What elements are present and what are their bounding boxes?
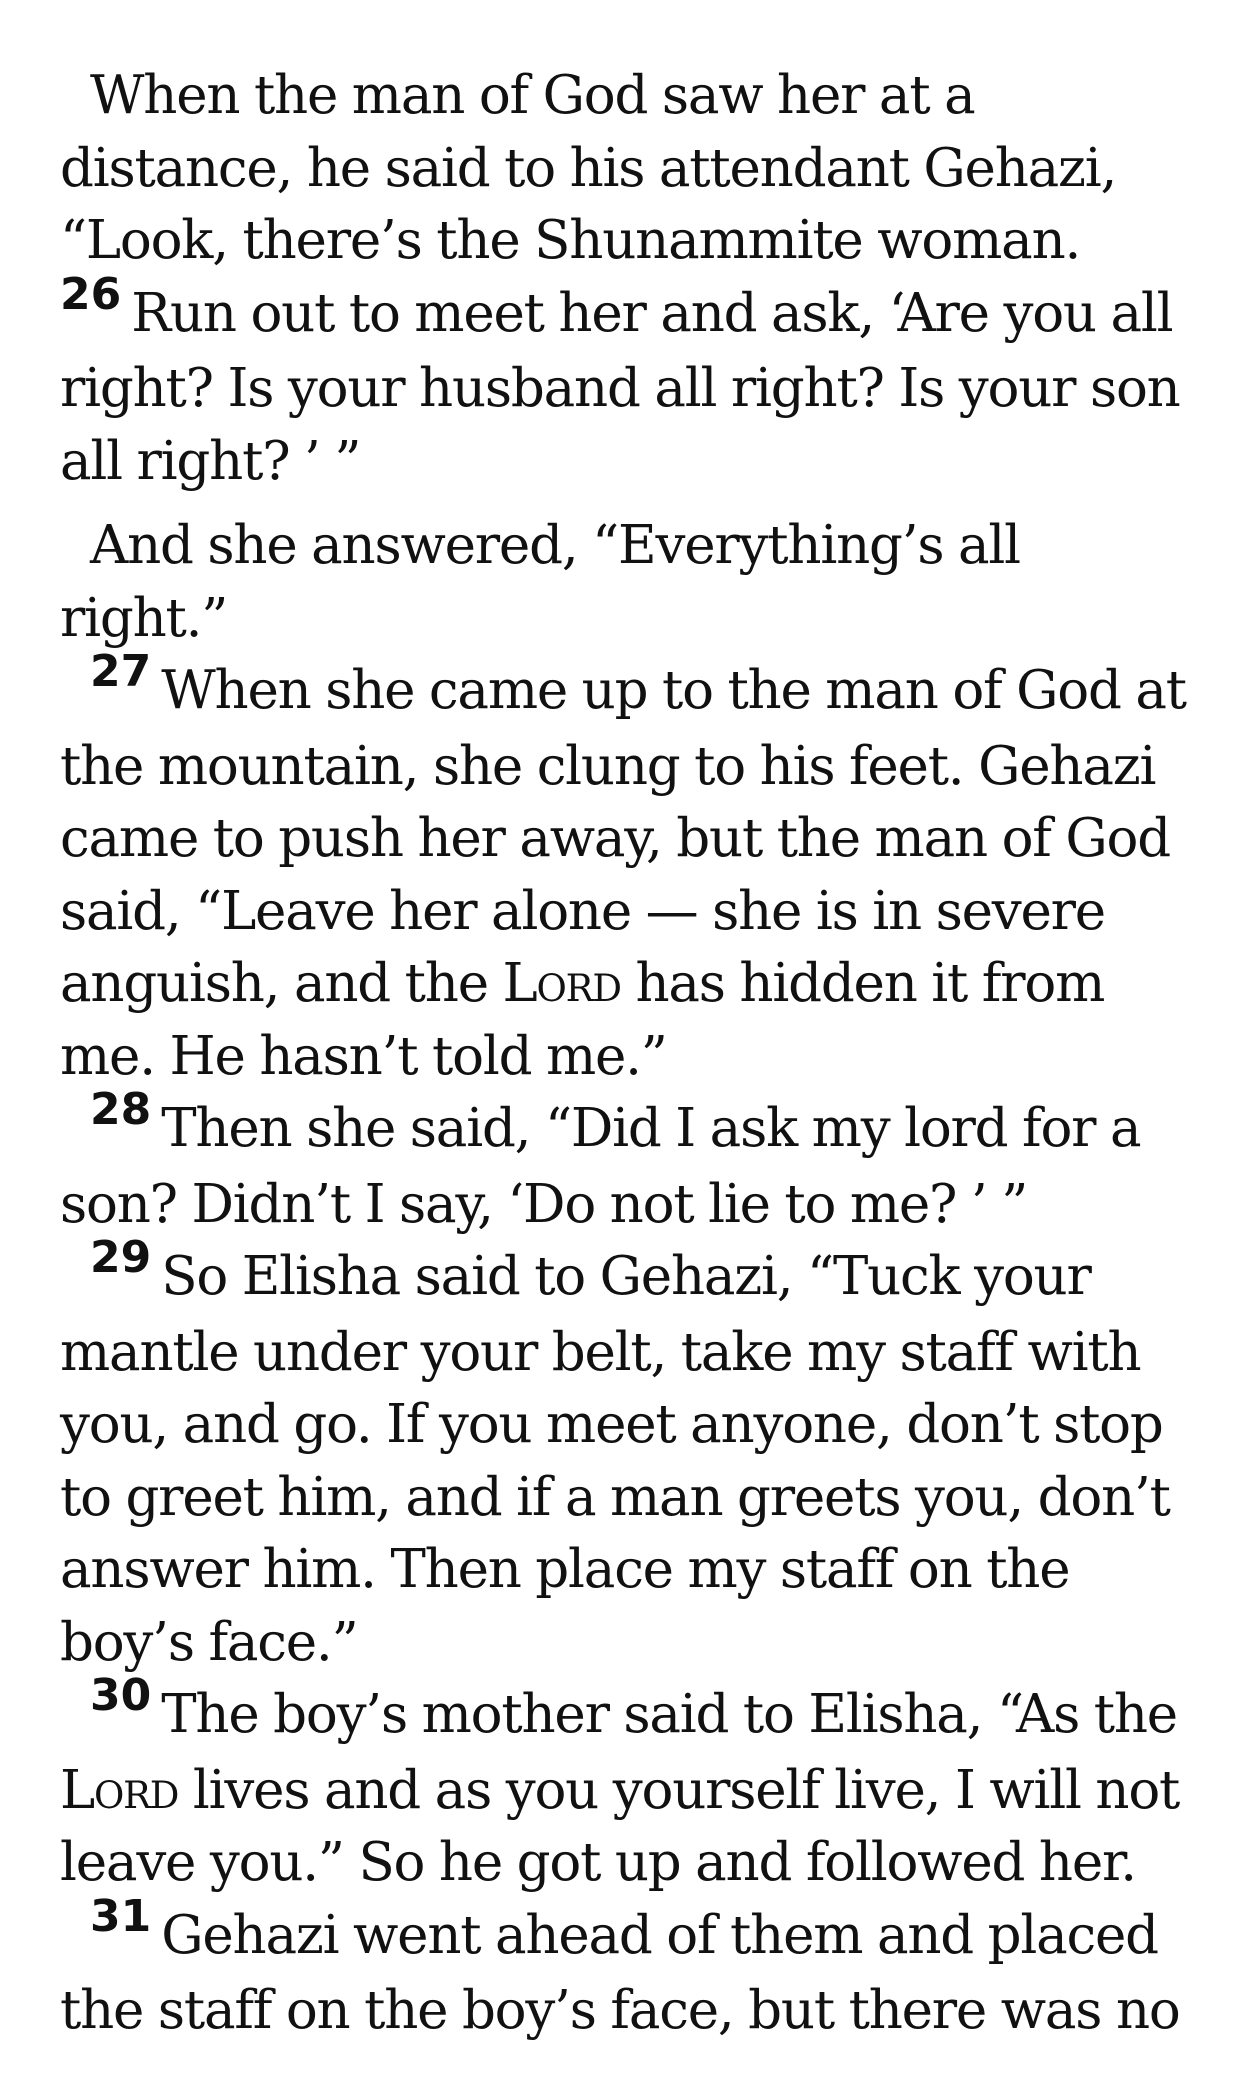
verse-number: 26 xyxy=(60,268,122,320)
verse-number: 30 xyxy=(90,1670,152,1721)
reading-page xyxy=(60,60,1200,2048)
verse-text: When the man of God saw her at a distance, he said to his attendant Gehazi, “Look, there’s the Shunammite woman. xyxy=(60,65,1117,271)
verse-text: So Elisha said to Gehazi, “Tuck your mantle under your belt, take my staff with you, and go. If you meet anyone, don’t stop to greet him, and if a man greets you, don’t answer him. Then place my staff on the boy’s face.” xyxy=(60,1246,1170,1673)
verse-text: lives and as you yourself live, I will not leave you.” So he got up and followed her. xyxy=(60,1759,1180,1893)
divine-name: Lord xyxy=(502,953,621,1014)
verse-28 xyxy=(60,1084,1200,1241)
verse-text: And she answered, “Everything’s all right.” xyxy=(60,515,1020,649)
divine-name: Lord xyxy=(60,1759,179,1821)
paragraph xyxy=(60,510,1200,655)
verse-text: has hidden it from me. He hasn’t told me.” xyxy=(60,953,1105,1087)
verse-text: Run out to meet her and ask, ‘Are you all right? Is your husband all right? Is your son all right? ’ ” xyxy=(60,282,1180,492)
verse-number: 28 xyxy=(90,1084,152,1135)
verse-number: 29 xyxy=(90,1232,152,1283)
verse-text: Gehazi went ahead of them and placed the staff on the boy’s face, but there was no xyxy=(60,1904,1180,2041)
paragraph xyxy=(60,60,1200,498)
verse-30 xyxy=(60,1670,1200,1900)
verse-number: 27 xyxy=(90,646,152,697)
verse-27 xyxy=(60,646,1200,1093)
verse-text: The boy’s mother said to Elisha, “As the xyxy=(161,1684,1177,1745)
verse-text: When she came up to the man of God at the mountain, she clung to his feet. Gehazi came to push her away, but the man of God said, “Leave her alone — she is in severe anguish, and the xyxy=(60,660,1186,1014)
verse-29 xyxy=(60,1232,1200,1679)
verse-text: Then she said, “Did I ask my lord for a son? Didn’t I say, ‘Do not lie to me? ’ ” xyxy=(60,1098,1141,1235)
verse-31 xyxy=(60,1890,1200,2048)
verse-number: 31 xyxy=(90,1890,152,1942)
